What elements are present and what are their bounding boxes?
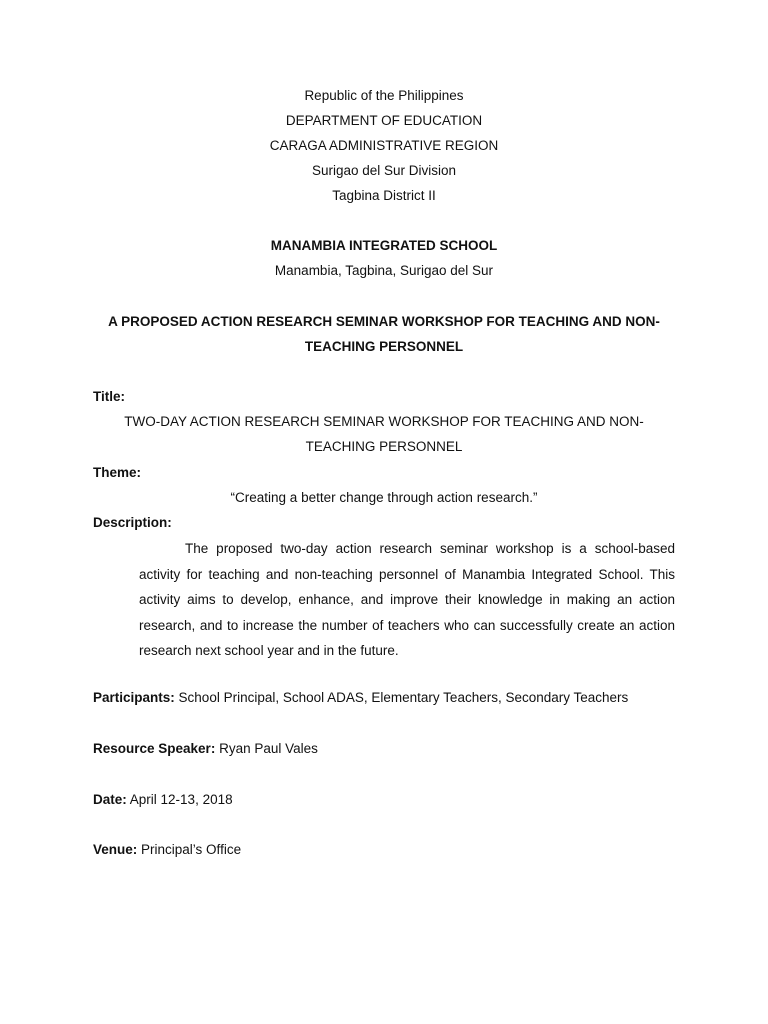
- theme-text: “Creating a better change through action research.”: [230, 490, 538, 505]
- venue-text: Principal’s Office: [141, 842, 242, 857]
- venue-label: Venue:: [93, 842, 138, 857]
- participants-text: School Principal, School ADAS, Elementary Teachers, Secondary Teachers: [178, 690, 629, 705]
- venue-row: [93, 842, 241, 857]
- description-label: Description:: [93, 515, 172, 530]
- proposal-title-line1: A PROPOSED ACTION RESEARCH SEMINAR WORKSHOP FOR TEACHING AND NON-: [108, 314, 660, 329]
- school-address: Manambia, Tagbina, Surigao del Sur: [274, 263, 494, 278]
- header-department: DEPARTMENT OF EDUCATION: [285, 113, 483, 128]
- date-row: [93, 792, 233, 807]
- proposal-title-line2: TEACHING PERSONNEL: [304, 339, 464, 354]
- date-label: Date:: [93, 792, 127, 807]
- header-district: Tagbina District II: [332, 188, 436, 203]
- theme-label: Theme:: [93, 465, 142, 480]
- title-text-line1: TWO-DAY ACTION RESEARCH SEMINAR WORKSHOP FOR TEACHING AND NON-: [124, 414, 644, 429]
- participants-label: Participants:: [93, 690, 175, 705]
- header-region: CARAGA ADMINISTRATIVE REGION: [269, 138, 499, 153]
- description-text: The proposed two-day action research seminar workshop is a school-based activity for teaching and non-teaching personnel of Manambia Integrated School. This activity aims to develop, enhance, and improve their knowledge in making an action research, and to increase the number of teachers who can successfully create an action research next school year and in the future.: [139, 541, 675, 658]
- speaker-label: Resource Speaker:: [93, 741, 216, 756]
- header-republic: Republic of the Philippines: [304, 88, 464, 103]
- date-text: April 12-13, 2018: [129, 792, 233, 807]
- school-name: MANAMBIA INTEGRATED SCHOOL: [270, 238, 498, 253]
- header-division: Surigao del Sur Division: [311, 163, 457, 178]
- speaker-text: Ryan Paul Vales: [219, 741, 318, 756]
- speaker-row: [93, 741, 318, 756]
- title-text-line2: TEACHING PERSONNEL: [305, 439, 463, 454]
- title-label: Title:: [93, 389, 126, 404]
- participants-row: [93, 690, 628, 705]
